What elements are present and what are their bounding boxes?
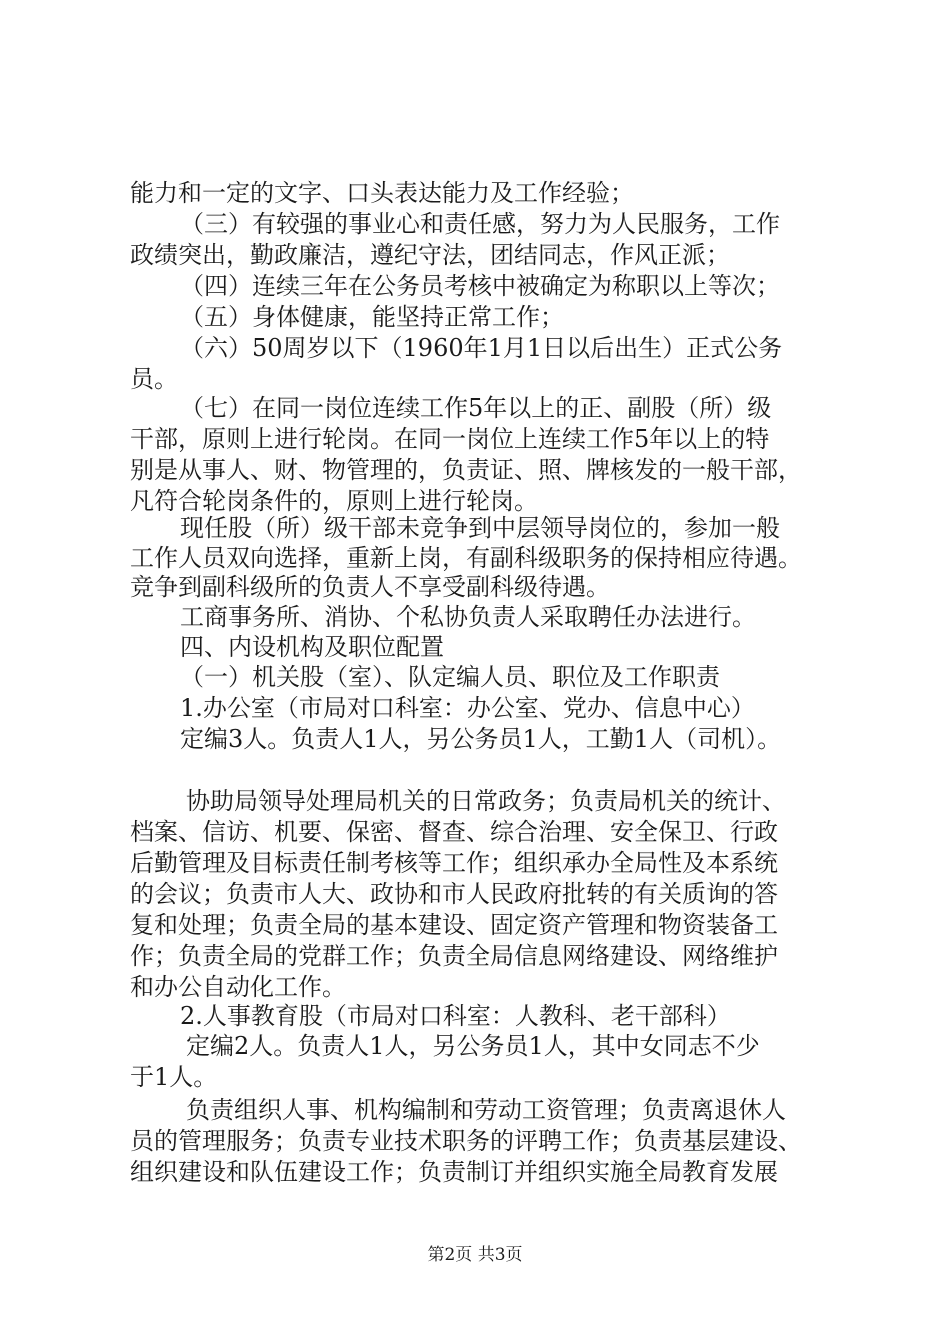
body-line: 组织建设和队伍建设工作；负责制订并组织实施全局教育发展 xyxy=(130,1158,778,1186)
body-line: 的会议；负责市人大、政协和市人民政府批转的有关质询的答 xyxy=(130,880,778,908)
body-line: 定编3人。负责人1人，另公务员1人，工勤1人（司机）。 xyxy=(180,725,782,753)
body-line: 定编2人。负责人1人，另公务员1人，其中女同志不少 xyxy=(186,1032,760,1060)
page-number-footer: 第2页 共3页 xyxy=(427,1245,523,1265)
body-line: 档案、信访、机要、保密、督查、综合治理、安全保卫、行政 xyxy=(130,818,778,846)
body-line: 政绩突出，勤政廉洁，遵纪守法，团结同志，作风正派； xyxy=(130,241,730,269)
body-line: 工商事务所、消协、个私协负责人采取聘任办法进行。 xyxy=(180,603,756,631)
body-line: （五）身体健康，能坚持正常工作； xyxy=(180,303,564,331)
item-heading: 1.办公室（市局对口科室：办公室、党办、信息中心） xyxy=(180,694,755,722)
body-line: 员。 xyxy=(130,365,178,393)
subsection-heading: （一）机关股（室）、队定编人员、职位及工作职责 xyxy=(180,663,720,691)
section-heading: 四、内设机构及职位配置 xyxy=(180,633,444,661)
body-line: 负责组织人事、机构编制和劳动工资管理；负责离退休人 xyxy=(186,1096,786,1124)
body-line: 员的管理服务；负责专业技术职务的评聘工作；负责基层建设、 xyxy=(130,1127,802,1155)
body-line: （七）在同一岗位连续工作5年以上的正、副股（所）级 xyxy=(180,394,772,422)
body-line: 现任股（所）级干部未竞争到中层领导岗位的，参加一般 xyxy=(180,514,780,542)
body-line: 复和处理；负责全局的基本建设、固定资产管理和物资装备工 xyxy=(130,911,778,939)
body-line: 凡符合轮岗条件的，原则上进行轮岗。 xyxy=(130,487,538,515)
body-line: （六）50周岁以下（1960年1月1日以后出生）正式公务 xyxy=(180,334,783,362)
body-line: 能力和一定的文字、口头表达能力及工作经验； xyxy=(130,179,634,207)
body-line: （三）有较强的事业心和责任感，努力为人民服务，工作 xyxy=(180,210,780,238)
body-line: （四）连续三年在公务员考核中被确定为称职以上等次； xyxy=(180,272,780,300)
body-line: 作；负责全局的党群工作；负责全局信息网络建设、网络维护 xyxy=(130,942,778,970)
body-line: 干部，原则上进行轮岗。在同一岗位上连续工作5年以上的特 xyxy=(130,425,770,453)
body-line: 和办公自动化工作。 xyxy=(130,973,346,1001)
item-heading: 2.人事教育股（市局对口科室：人教科、老干部科） xyxy=(180,1002,731,1030)
body-line: 于1人。 xyxy=(130,1063,218,1091)
body-line: 竞争到副科级所的负责人不享受副科级待遇。 xyxy=(130,573,610,601)
body-line: 协助局领导处理局机关的日常政务；负责局机关的统计、 xyxy=(186,787,786,815)
body-line: 别是从事人、财、物管理的，负责证、照、牌核发的一般干部， xyxy=(130,456,802,484)
body-line: 后勤管理及目标责任制考核等工作；组织承办全局性及本系统 xyxy=(130,849,778,877)
body-line: 工作人员双向选择，重新上岗，有副科级职务的保持相应待遇。 xyxy=(130,544,802,572)
